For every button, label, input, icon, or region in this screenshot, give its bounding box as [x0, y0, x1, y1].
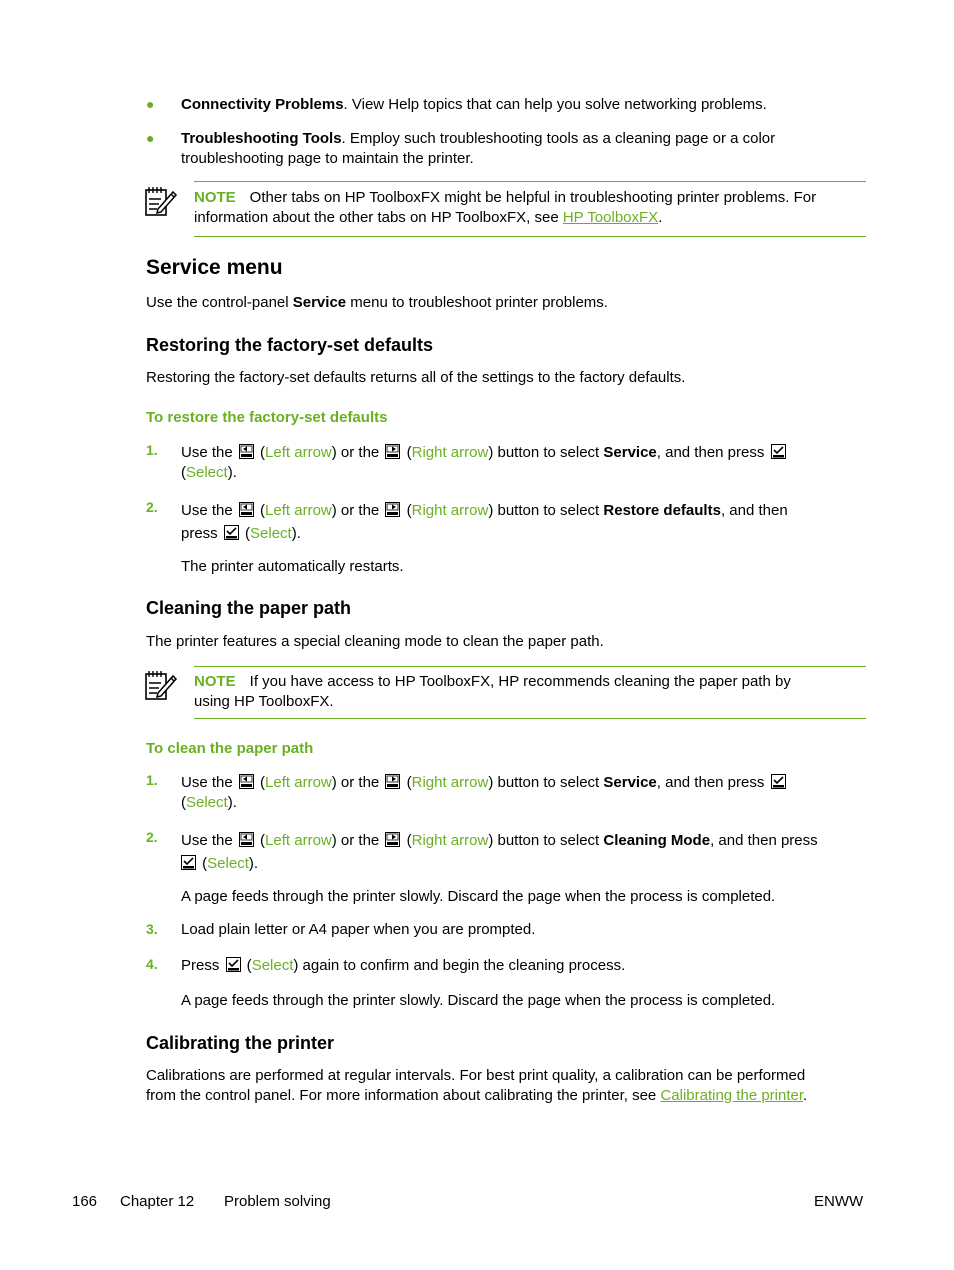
note-icon [144, 669, 178, 701]
footer-enww: ENWW [814, 1193, 864, 1210]
hp-toolboxfx-link[interactable]: HP ToolboxFX [562, 208, 659, 226]
clean-feed-note: A page feeds through the printer slowly. Discard the page when the process is completed. [181, 888, 776, 905]
cleaning-intro: The printer features a special cleaning mode to clean the paper path. [146, 633, 604, 650]
left-arrow-button-icon [239, 444, 254, 459]
step-number: 3. [146, 921, 158, 937]
right-arrow-button-icon [385, 502, 400, 517]
clean-feed-note-2: A page feeds through the printer slowly. Discard the page when the process is completed. [181, 992, 776, 1009]
procedure-title-restore: To restore the factory-set defaults [146, 409, 388, 426]
right-arrow-button-icon [385, 444, 400, 459]
step-number: 1. [146, 442, 158, 458]
restore-intro: Restoring the factory-set defaults returns all of the settings to the factory defaults. [146, 369, 686, 386]
clean-step-4: Press (Select) again to confirm and begin the cleaning process. [181, 957, 626, 974]
footer-chapter: Chapter 12 [120, 1193, 195, 1210]
section-title-service-menu: Service menu [146, 256, 283, 279]
clean-step-1: Use the (Left arrow) or the (Right arrow) button to select Service, and then press (Select). [181, 773, 871, 813]
footer-page-number: 166 [72, 1193, 98, 1210]
subsection-title-restore: Restoring the factory-set defaults [146, 335, 434, 355]
step-number: 2. [146, 829, 158, 845]
select-button-icon [224, 525, 239, 540]
select-button-icon [771, 774, 786, 789]
clean-step-2: Use the (Left arrow) or the (Right arrow) button to select Cleaning Mode, and then press (Select). [181, 832, 818, 872]
subsection-title-calibrating: Calibrating the printer [146, 1033, 335, 1053]
select-button-icon [181, 855, 196, 870]
select-button-icon [226, 957, 241, 972]
step-number: 2. [146, 499, 158, 515]
left-arrow-button-icon [239, 832, 254, 847]
bullet-troubleshooting: Troubleshooting Tools. Employ such troubleshooting tools as a cleaning page or a color troubleshooting page to maintain the printer. [181, 130, 776, 167]
step-number: 4. [146, 956, 158, 972]
restore-step-1: Use the (Left arrow) or the (Right arrow) button to select Service, and then press (Select). [181, 443, 871, 483]
left-arrow-button-icon [239, 502, 254, 517]
bullet-icon: ● [146, 130, 155, 146]
note-cleaning: NOTE If you have access to HP ToolboxFX, HP recommends cleaning the paper path by using HP ToolboxFX. [194, 673, 791, 710]
procedure-title-clean: To clean the paper path [146, 740, 314, 757]
bullet-icon: ● [146, 96, 155, 112]
restore-step-2: Use the (Left arrow) or the (Right arrow) button to select Restore defaults, and then press (Select). [181, 502, 788, 542]
footer-section: Problem solving [224, 1193, 331, 1210]
right-arrow-button-icon [385, 774, 400, 789]
note-icon [144, 185, 178, 217]
clean-step-3: Load plain letter or A4 paper when you are prompted. [181, 921, 536, 938]
subsection-title-cleaning: Cleaning the paper path [146, 598, 352, 618]
step-number: 1. [146, 772, 158, 788]
note-toolboxfx-tabs: NOTE Other tabs on HP ToolboxFX might be helpful in troubleshooting printer problems. For information about the other tabs on HP ToolboxFX, see HP ToolboxFX. [194, 189, 817, 226]
calibrating-the-printer-link[interactable]: Calibrating the printer [660, 1086, 804, 1104]
left-arrow-button-icon [239, 774, 254, 789]
bullet-connectivity: Connectivity Problems. View Help topics that can help you solve networking problems. [181, 96, 767, 113]
restore-result: The printer automatically restarts. [181, 558, 404, 575]
select-button-icon [771, 444, 786, 459]
service-intro: Use the control-panel Service menu to troubleshoot printer problems. [146, 294, 608, 311]
calibrating-text: Calibrations are performed at regular intervals. For best print quality, a calibration can be performed from the control panel. For more information about calibrating the printer, see Calibrating the printer. [146, 1067, 808, 1104]
right-arrow-button-icon [385, 832, 400, 847]
